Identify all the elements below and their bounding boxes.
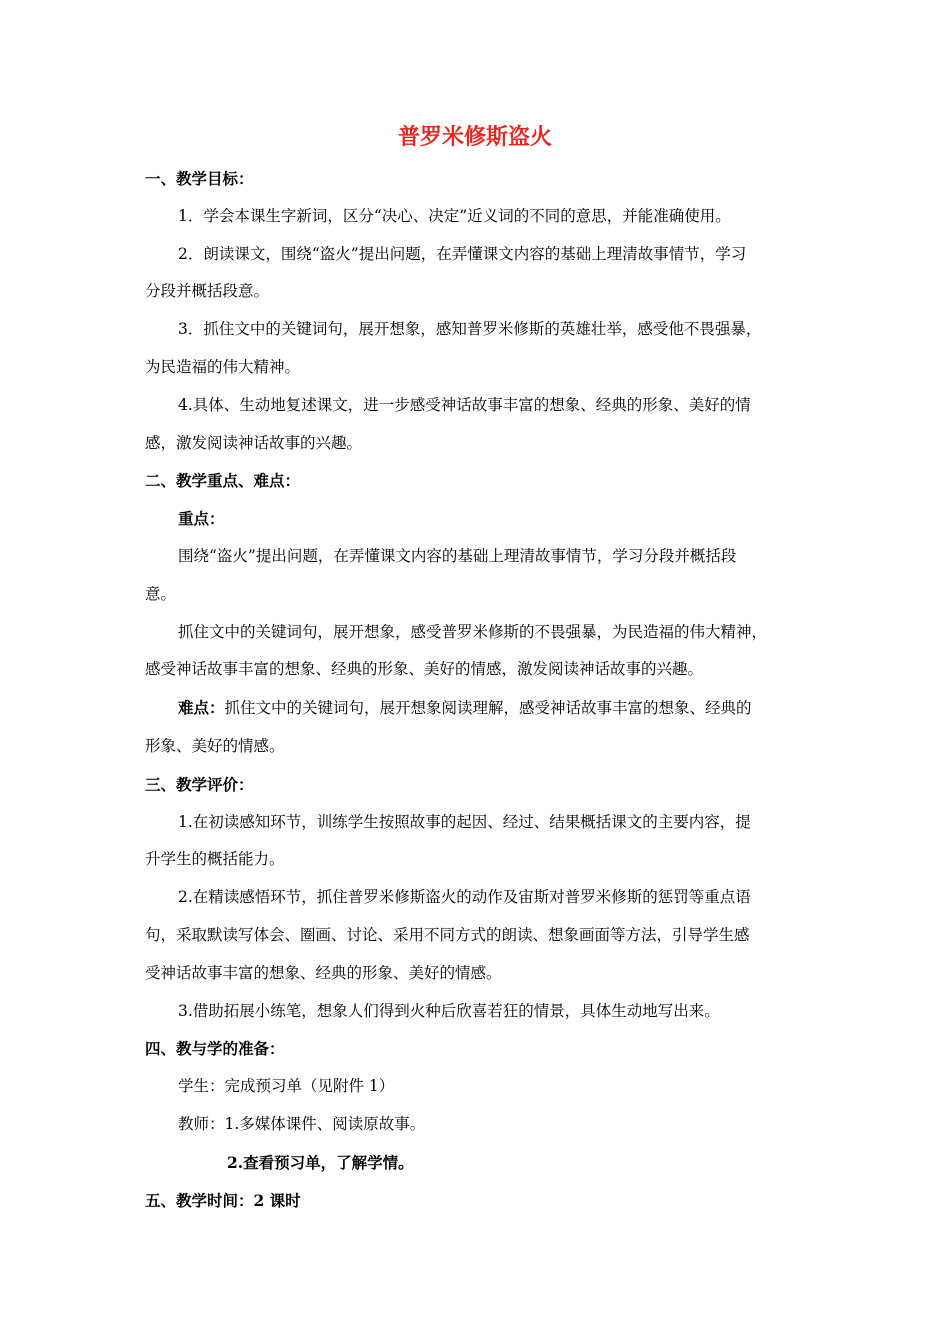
evaluation-item-2-line-1: 2.在精读感悟环节，抓住普罗米修斯盗火的动作及宙斯对普罗米修斯的惩罚等重点语 [178,888,751,907]
section-heading-time: 五、教学时间：2 课时 [145,1190,301,1210]
evaluation-item-3: 3.借助拓展小练笔，想象人们得到火种后欣喜若狂的情景，具体生动地写出来。 [178,1001,720,1020]
section-heading-preparation: 四、教与学的准备： [145,1039,285,1059]
evaluation-item-1-line-1: 1.在初读感知环节，训练学生按照故事的起因、经过、结果概括课文的主要内容，提 [178,812,751,831]
section-heading-evaluation: 三、教学评价： [145,774,254,794]
difficult-point-line-1 [145,689,807,728]
evaluation-item-2-line-3: 受神话故事丰富的想象、经典的形象、美好的情感。 [145,963,502,982]
preparation-student: 学生：完成预习单（见附件 1） [178,1077,395,1096]
goal-item-2-line-2: 分段并概括段意。 [145,282,270,301]
difficult-point-label: 难点： [178,698,225,718]
goal-item-2-line-1: 2．朗读课文，围绕“盗火”提出问题，在弄懂课文内容的基础上理清故事情节，学习 [178,244,747,263]
key-point-1-line-2: 意。 [145,584,177,603]
section-heading-goals: 一、教学目标： [145,169,254,188]
goal-item-4-line-1: 4.具体、生动地复述课文，进一步感受神话故事丰富的想象、经典的形象、美好的情 [178,395,751,414]
goal-item-3-line-1: 3．抓住文中的关键词句，展开想象，感知普罗米修斯的英雄壮举，感受他不畏强暴， [178,320,762,339]
section-heading-key-points: 二、教学重点、难点： [145,471,301,491]
key-point-2-line-2: 感受神话故事丰富的想象、经典的形象、美好的情感，激发阅读神话故事的兴趣。 [145,660,704,679]
goal-item-1: 1．学会本课生字新词，区分“决心、决定”近义词的不同的意思，并能准确使用。 [178,206,731,225]
goal-item-3-line-2: 为民造福的伟大精神。 [145,357,301,376]
key-point-2-line-1: 抓住文中的关键词句，展开想象，感受普罗米修斯的不畏强暴，为民造福的伟大精神， [178,622,768,641]
evaluation-item-2-line-2: 句，采取默读写体会、圈画、讨论、采用不同方式的朗读、想象画面等方法，引导学生感 [145,925,750,944]
evaluation-item-1-line-2: 升学生的概括能力。 [145,850,285,869]
difficult-point-line-2: 形象、美好的情感。 [145,736,285,755]
difficult-point-text: 抓住文中的关键词句，展开想象阅读理解，感受神话故事丰富的想象、经典的 [224,699,752,718]
preparation-teacher-2: 2.查看预习单，了解学情。 [227,1152,414,1172]
goal-item-4-line-2: 感，激发阅读神话故事的兴趣。 [145,433,363,452]
key-point-1-line-1: 围绕“盗火”提出问题，在弄懂课文内容的基础上理清故事情节，学习分段并概括段 [178,546,737,565]
document-title: 普罗米修斯盗火 [397,124,552,150]
document-body [145,160,807,1219]
key-point-label: 重点： [178,509,225,529]
preparation-teacher: 教师：1.多媒体课件、阅读原故事。 [178,1114,426,1133]
